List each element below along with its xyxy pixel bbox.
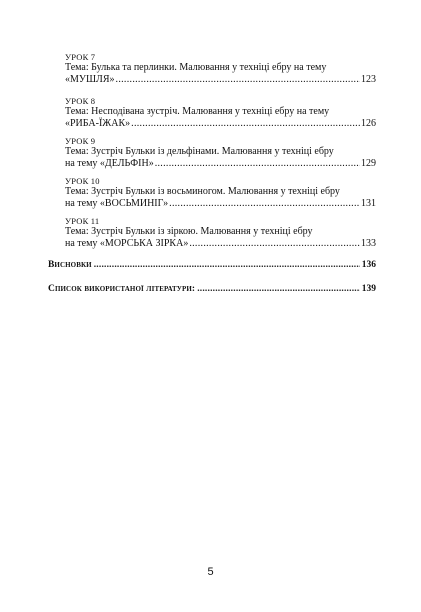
dot-leader [197, 283, 360, 295]
page-number: 5 [207, 566, 214, 578]
lesson-topic-end: на тему «МОРСЬКА ЗІРКА» [65, 238, 189, 249]
toc-entry-lesson-10 [65, 176, 376, 210]
dot-leader [155, 158, 360, 170]
lesson-heading: УРОК 11 [65, 216, 100, 226]
lesson-topic-end: «РИБА-ЇЖАК» [65, 118, 131, 129]
lesson-topic-end: на тему «ДЕЛЬФІН» [65, 158, 154, 169]
lesson-topic-line-end[interactable] [65, 118, 376, 130]
toc-entry-references[interactable] [48, 283, 376, 295]
page-ref: 126 [361, 118, 376, 129]
toc-entry-lesson-7 [65, 52, 376, 86]
dot-leader [116, 74, 360, 86]
lesson-heading: УРОК 8 [65, 96, 96, 106]
lesson-topic: Тема: Зустріч Бульки із восьминогом. Малювання у техніці ебру [65, 186, 340, 197]
lesson-topic-end: на тему «ВОСЬМИНІГ» [65, 198, 169, 209]
lesson-topic-line-end[interactable] [65, 74, 376, 86]
section-title: Список використаної літератури: [48, 284, 196, 294]
lesson-heading: УРОК 9 [65, 136, 96, 146]
lesson-topic-line [65, 146, 376, 158]
section-title: Висновки [48, 260, 92, 270]
page-ref: 131 [361, 198, 376, 209]
lesson-topic-end: «МУШЛЯ» [65, 74, 115, 85]
dot-leader [94, 259, 360, 271]
lesson-topic: Тема: Зустріч Бульки із дельфінами. Малювання у техніці ебру [65, 146, 334, 157]
lesson-heading: УРОК 10 [65, 176, 100, 186]
toc-entry-lesson-9 [65, 136, 376, 170]
lesson-topic-line-end[interactable] [65, 238, 376, 250]
lesson-heading: УРОК 7 [65, 52, 96, 62]
page-ref: 123 [361, 74, 376, 85]
lesson-topic-line [65, 62, 376, 74]
toc-entry-conclusions[interactable] [48, 259, 376, 271]
lesson-topic: Тема: Зустріч Бульки із зіркою. Малювання у техніці ебру [65, 226, 313, 237]
lesson-topic-line-end[interactable] [65, 198, 376, 210]
dot-leader [131, 118, 360, 130]
dot-leader [189, 238, 360, 250]
lesson-topic: Тема: Несподівана зустріч. Малювання у техніці ебру на тему [65, 106, 330, 117]
lesson-topic-line [65, 186, 376, 198]
lesson-topic-line-end[interactable] [65, 158, 376, 170]
page-ref: 136 [361, 260, 376, 270]
lesson-topic-line [65, 106, 376, 118]
page-ref: 139 [361, 284, 376, 294]
lesson-topic: Тема: Булька та перлинки. Малювання у техніці ебру на тему [65, 62, 327, 73]
toc-entry-lesson-11 [65, 216, 376, 250]
lesson-topic-line [65, 226, 376, 238]
page-ref: 133 [361, 238, 376, 249]
toc-entry-lesson-8 [65, 96, 376, 130]
page-ref: 129 [361, 158, 376, 169]
dot-leader [169, 198, 360, 210]
